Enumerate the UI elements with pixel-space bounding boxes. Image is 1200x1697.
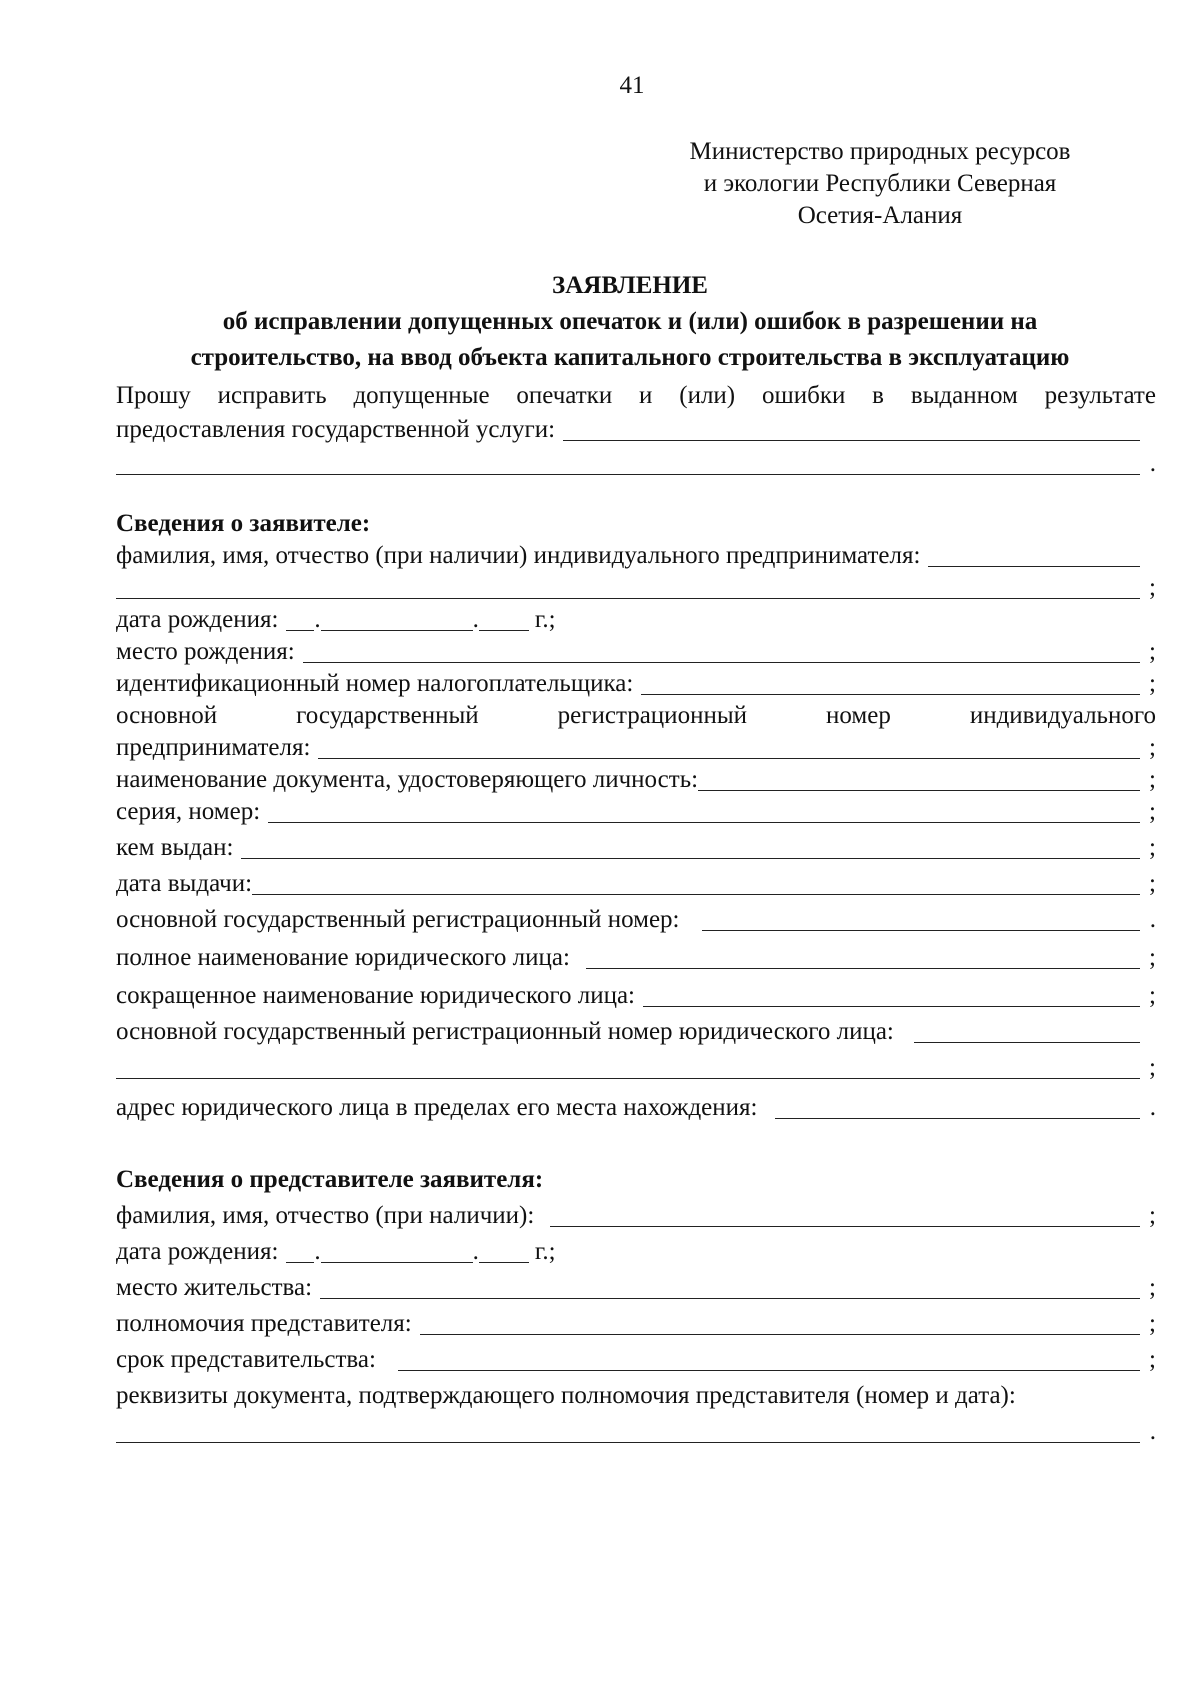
request-line-2: предоставления государственной услуги: [116, 414, 1156, 446]
ogrnip-field[interactable] [318, 734, 1140, 759]
addressee [660, 136, 1100, 232]
representative-doc-row-2: . [116, 1416, 1156, 1448]
term-field[interactable] [398, 1346, 1140, 1371]
address-field[interactable] [775, 1094, 1140, 1119]
applicant-fio-row-2: ; [116, 572, 1156, 604]
representative-residence-row: место жительства: ; [116, 1274, 1156, 1301]
result-field[interactable] [563, 416, 1140, 441]
document-title [100, 268, 1160, 376]
representative-doc-row: реквизиты документа, подтверждающего полномочия представителя (номер и дата): [116, 1382, 1016, 1409]
applicant-id-doc-row: наименование документа, удостоверяющего личность: ; [116, 766, 1156, 793]
full-name-field[interactable] [586, 944, 1140, 969]
addressee-line: Министерство природных ресурсов [689, 138, 1071, 165]
applicant-ogrnip-row-2: предпринимателя: ; [116, 734, 1156, 761]
ogrn-legal-field-continued[interactable] [116, 1054, 1140, 1079]
birth-place-field[interactable] [303, 638, 1140, 663]
applicant-short-name-row: сокращенное наименование юридического лица: ; [116, 982, 1156, 1009]
applicant-ogrn-legal-row: основной государственный регистрационный номер юридического лица: [116, 1016, 1156, 1048]
request-line-3: . [116, 448, 1156, 480]
applicant-inn-row: идентификационный номер налогоплательщика: ; [116, 670, 1156, 697]
representative-heading: Сведения о представителе заявителя: [116, 1166, 544, 1193]
id-doc-field[interactable] [698, 766, 1140, 791]
applicant-issue-date-row: дата выдачи: ; [116, 870, 1156, 897]
birth-day-field[interactable] [286, 606, 314, 631]
applicant-heading: Сведения о заявителе: [116, 510, 371, 537]
request-line-1: Прошу исправить допущенные опечатки и (или) ошибки в выданном результате [116, 382, 1156, 409]
representative-authority-row: полномочия представителя: ; [116, 1310, 1156, 1337]
applicant-ogrn-legal-row-2: ; [116, 1052, 1156, 1084]
applicant-birth-date-row: дата рождения: . . г.; [116, 606, 556, 633]
applicant-issued-by-row: кем выдан: ; [116, 834, 1156, 861]
applicant-series-row: серия, номер: ; [116, 798, 1156, 825]
short-name-field[interactable] [643, 982, 1140, 1007]
inn-field[interactable] [641, 670, 1140, 695]
applicant-ogrnip-row: основной государственный регистрационный номер индивидуального [116, 702, 1156, 729]
applicant-ogrn-row: основной государственный регистрационный номер: . [116, 906, 1156, 933]
representative-birth-date-row: дата рождения: . . г.; [116, 1238, 556, 1265]
applicant-fio-field-continued[interactable] [116, 574, 1140, 599]
authority-field[interactable] [420, 1310, 1140, 1335]
residence-field[interactable] [320, 1274, 1140, 1299]
birth-month-field[interactable] [321, 606, 473, 631]
title-line: об исправлении допущенных опечаток и (или) ошибок в разрешении на [222, 308, 1038, 335]
rep-doc-field[interactable] [116, 1418, 1140, 1443]
birth-year-field[interactable] [479, 606, 529, 631]
rep-birth-month-field[interactable] [321, 1238, 473, 1263]
applicant-fio-field[interactable] [928, 542, 1140, 567]
applicant-birth-place-row: место рождения: ; [116, 638, 1156, 665]
ogrn-legal-field[interactable] [914, 1018, 1140, 1043]
title-main: ЗАЯВЛЕНИЕ [552, 272, 708, 299]
addressee-line: Осетия-Алания [797, 202, 963, 229]
rep-birth-year-field[interactable] [479, 1238, 529, 1263]
ogrn-field[interactable] [702, 906, 1141, 931]
issued-by-field[interactable] [241, 834, 1140, 859]
applicant-full-name-row: полное наименование юридического лица: ; [116, 944, 1156, 971]
series-number-field[interactable] [268, 798, 1140, 823]
applicant-fio-row: фамилия, имя, отчество (при наличии) индивидуального предпринимателя: [116, 540, 1156, 572]
applicant-address-row: адрес юридического лица в пределах его места нахождения: . [116, 1094, 1156, 1121]
addressee-line: и экологии Республики Северная [703, 170, 1057, 197]
representative-term-row: срок представительства: ; [116, 1346, 1156, 1373]
rep-birth-day-field[interactable] [286, 1238, 314, 1263]
result-field-continued[interactable] [116, 450, 1140, 475]
representative-fio-field[interactable] [550, 1202, 1140, 1227]
representative-fio-row: фамилия, имя, отчество (при наличии): ; [116, 1202, 1156, 1229]
issue-date-field[interactable] [252, 870, 1140, 895]
page-number: 41 [619, 72, 645, 99]
title-line: строительство, на ввод объекта капитального строительства в эксплуатацию [190, 344, 1070, 371]
